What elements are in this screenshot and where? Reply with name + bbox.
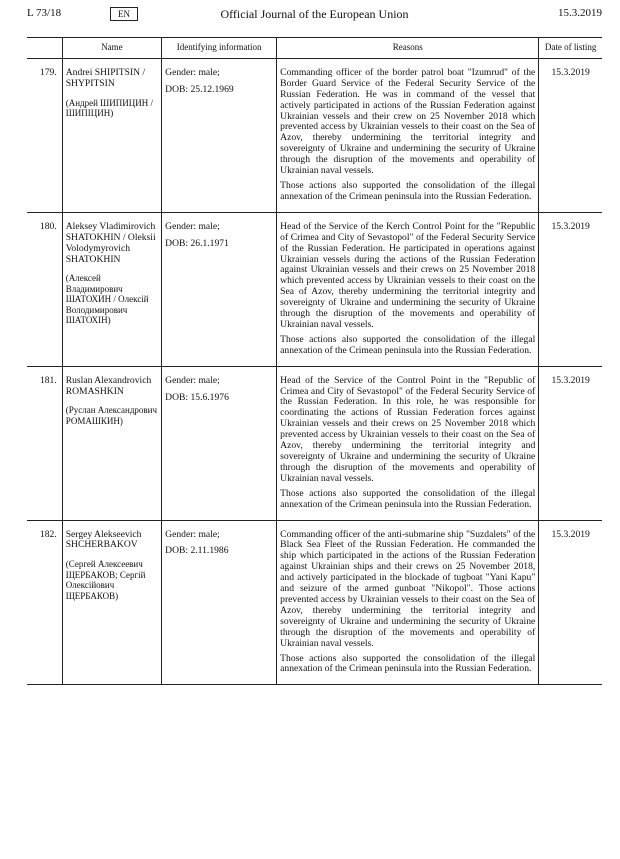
entry-name: Ruslan Alexandrovich ROMASHKIN	[65, 374, 152, 397]
entry-name-cell	[62, 212, 161, 366]
entry-dob: DOB: 25.12.1969	[165, 83, 234, 95]
entry-reason-paragraph: Those actions also supported the consolidation of the illegal annexation of the Crimean peninsula into the Russian Federation.	[280, 487, 536, 510]
entry-gender: Gender: male;	[165, 374, 220, 386]
column-header-identifying-information: Identifying information	[162, 38, 277, 59]
table-header-row	[27, 38, 602, 59]
entry-name-cell	[62, 366, 161, 520]
entry-number: 179.	[27, 58, 62, 212]
column-header-reasons: Reasons	[277, 38, 539, 59]
entry-gender: Gender: male;	[165, 528, 220, 540]
language-badge: EN	[110, 7, 138, 21]
entry-gender: Gender: male;	[165, 220, 220, 232]
entry-name: Andrei SHIPITSIN / SHYPITSIN	[65, 66, 146, 89]
entry-name-cyrillic: (Руслан Александрович РОМАШКИН)	[65, 405, 157, 426]
page-header	[27, 6, 602, 22]
entry-reasons	[277, 58, 539, 212]
entry-gender: Gender: male;	[165, 66, 220, 78]
entry-reason-paragraph: Those actions also supported the consolidation of the illegal annexation of the Crimean peninsula into the Russian Federation.	[280, 652, 536, 675]
entry-dob: DOB: 2.11.1986	[165, 545, 229, 557]
entry-name-cyrillic: (Андрей ШИПИЦИН / ШИПІЦИН)	[65, 97, 153, 119]
entry-number: 182.	[27, 520, 62, 685]
entry-number: 180.	[27, 212, 62, 366]
entry-name-cyrillic: (Алексей Владимирович ШАТОХИН / Олексій Володимирович ШАТОХІН)	[65, 273, 149, 326]
entry-number: 181.	[27, 366, 62, 520]
entry-date-of-listing: 15.3.2019	[539, 58, 602, 212]
entry-reason-paragraph: Head of the Service of the Kerch Control Point for the "Republic of Crimea and City of Sevastopol" of the Federal Security Service of the Russian Federation. He participated in operations against Ukrainian vessels during the actions of the Russian Federation against Ukrainian vessels and their crews on 25 November 2018 which prevented access by Ukrainian vessels to their coast on the Sea of Azov, thereby undermining the territorial integrity and sovereignty of Ukraine and undermining the security of Ukraine through the disruption of the movements and operability of Ukrainian naval vessels.	[280, 220, 536, 330]
sanctions-table	[27, 37, 602, 685]
table-row	[27, 58, 602, 212]
table-row	[27, 366, 602, 520]
entry-dob: DOB: 26.1.1971	[165, 237, 229, 249]
entry-name-cell	[62, 520, 161, 685]
entry-identifying-info	[162, 520, 277, 685]
table-row	[27, 212, 602, 366]
entry-reasons	[277, 212, 539, 366]
column-header-number	[27, 38, 62, 59]
entry-reason-paragraph: Commanding officer of the border patrol boat "Izumrud" of the Border Guard Service of the Federal Security Service of the Russian Federation. He was in command of the vessel that actively participated in actions of the Russian Federation against Ukrainian vessels and their crew on 25 November 2018 which prevented access by Ukrainian vessels to their coast on the Sea of Azov, thereby undermining the territorial integrity and sovereignty of Ukraine and undermining the security of Ukraine through the disruption of the movements and operability of Ukrainian naval vessels.	[280, 66, 536, 177]
entry-name: Aleksey Vladimirovich SHATOKHIN / Oleksii Volodymyrovich SHATOKHIN	[65, 220, 156, 265]
entry-name-cell	[62, 58, 161, 212]
entry-name: Sergey Alekseevich SHCHERBAKOV	[65, 528, 142, 551]
entry-reasons	[277, 520, 539, 685]
column-header-name: Name	[62, 38, 161, 59]
entry-reason-paragraph: Commanding officer of the anti-submarine ship "Suzdalets" of the Black Sea Fleet of the Russian Federation. He commanded the ship which participated in the actions of the Russian Federation against Ukrainian ships and their crews on 25 November 2018, and actively participated in the blockade of tugboat "Yani Kapu" and seizure of the armed gunboat "Nikopol". Those actions prevented access by Ukrainian vessels to their coast on the Sea of Azov, thereby undermining the territorial integrity and sovereignty of Ukraine and undermining the security of Ukraine through the disruption of the movements and operability of Ukrainian naval vessels.	[280, 528, 536, 649]
entry-date-of-listing: 15.3.2019	[539, 520, 602, 685]
journal-date: 15.3.2019	[558, 7, 602, 19]
entry-reason-paragraph: Those actions also supported the consolidation of the illegal annexation of the Crimean peninsula into the Russian Federation.	[280, 333, 536, 356]
entry-identifying-info	[162, 58, 277, 212]
column-header-date-of-listing: Date of listing	[539, 38, 602, 59]
entry-date-of-listing: 15.3.2019	[539, 366, 602, 520]
entry-name-cyrillic: (Сергей Алексеевич ЩЕРБАКОВ; Сергій Олексійович ЩЕРБАКОВ)	[65, 559, 146, 601]
entry-reasons	[277, 366, 539, 520]
journal-reference: L 73/18	[27, 7, 62, 19]
entry-identifying-info	[162, 366, 277, 520]
entry-reason-paragraph: Head of the Service of the Control Point in the "Republic of Crimea and City of Sevastopol" of the Federal Security Service of the Russian Federation. In this role, he was responsible for coordinating the actions of Russian Federation forces against Ukrainian vessels and their crews on 25 November 2018 which prevented access by Ukrainian vessels to their coast on the Sea of Azov, thereby undermining the territorial integrity and sovereignty of Ukraine and undermining the security of Ukraine through the disruption of the movements and operability of Ukrainian naval vessels.	[280, 374, 536, 484]
entry-dob: DOB: 15.6.1976	[165, 391, 229, 403]
entry-date-of-listing: 15.3.2019	[539, 212, 602, 366]
journal-title: Official Journal of the European Union	[220, 7, 409, 21]
entry-identifying-info	[162, 212, 277, 366]
table-row	[27, 520, 602, 685]
entry-reason-paragraph: Those actions also supported the consolidation of the illegal annexation of the Crimean peninsula into the Russian Federation.	[280, 179, 536, 202]
